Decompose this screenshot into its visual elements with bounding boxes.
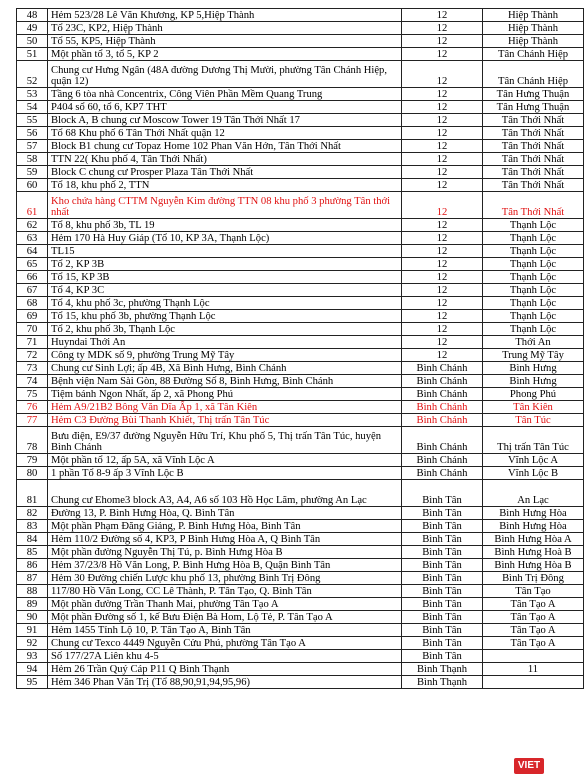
row-number: 86 [17, 559, 48, 572]
row-number: 61 [17, 192, 48, 219]
ward-cell: Thạnh Lộc [483, 310, 584, 323]
ward-cell: An Lạc [483, 480, 584, 507]
ward-cell: Tân Thới Nhất [483, 127, 584, 140]
ward-cell: Thạnh Lộc [483, 297, 584, 310]
address-cell: Tổ 55, KP5, Hiệp Thành [48, 35, 402, 48]
table-row [17, 192, 584, 219]
table-row [17, 585, 584, 598]
row-number: 72 [17, 349, 48, 362]
ward-cell: Bình Hưng Hòa B [483, 559, 584, 572]
address-cell: Huyndai Thới An [48, 336, 402, 349]
ward-cell: Bình Hưng Hòa A [483, 533, 584, 546]
table-row [17, 22, 584, 35]
address-cell: Tầng 6 tòa nhà Concentrix, Công Viên Phần Mềm Quang Trung [48, 88, 402, 101]
ward-cell: 11 [483, 663, 584, 676]
table-row [17, 401, 584, 414]
ward-cell: Tân Chánh Hiệp [483, 48, 584, 61]
table-row [17, 598, 584, 611]
ward-cell: Bình Hưng [483, 362, 584, 375]
address-cell: Đường 13, P. Bình Hưng Hòa, Q. Bình Tân [48, 507, 402, 520]
address-cell: Hẻm A9/21B2 Bông Văn Dĩa Ấp 1, xã Tân Kiên [48, 401, 402, 414]
row-number: 56 [17, 127, 48, 140]
ward-cell: Vĩnh Lộc A [483, 454, 584, 467]
district-cell: Bình Tân [402, 546, 483, 559]
district-cell: Bình Tân [402, 559, 483, 572]
ward-cell: Tân Thới Nhất [483, 153, 584, 166]
address-cell: Block A, B chung cư Moscow Tower 19 Tân Thới Nhất 17 [48, 114, 402, 127]
row-number: 81 [17, 480, 48, 507]
district-cell: 12 [402, 179, 483, 192]
table-row [17, 219, 584, 232]
row-number: 70 [17, 323, 48, 336]
ward-cell: Trung Mỹ Tây [483, 349, 584, 362]
district-cell: 12 [402, 35, 483, 48]
table-row [17, 676, 584, 689]
ward-cell: Bình Hưng Hoà B [483, 546, 584, 559]
address-cell: Tổ 4, khu phố 3c, phường Thạnh Lộc [48, 297, 402, 310]
row-number: 51 [17, 48, 48, 61]
district-cell: Bình Tân [402, 650, 483, 663]
row-number: 68 [17, 297, 48, 310]
table-row [17, 467, 584, 480]
table-row [17, 153, 584, 166]
ward-cell: Tân Kiên [483, 401, 584, 414]
address-cell: Tổ 2, khu phố 3b, Thạnh Lộc [48, 323, 402, 336]
district-cell: Bình Tân [402, 624, 483, 637]
row-number: 58 [17, 153, 48, 166]
table-row [17, 297, 584, 310]
address-cell: Hẻm 346 Phan Văn Trị (Tổ 88,90,91,94,95,96) [48, 676, 402, 689]
address-cell: Hẻm C3 Đường Bùi Thanh Khiết, Thị trấn Tân Túc [48, 414, 402, 427]
district-cell: 12 [402, 349, 483, 362]
address-cell: Một phần Đường số 1, kế Bưu Điện Bà Hom, Lộ Tẻ, P. Tân Tạo A [48, 611, 402, 624]
table-row [17, 624, 584, 637]
address-cell: 117/80 Hồ Văn Long, CC Lê Thành, P. Tân Tạo, Q. Bình Tân [48, 585, 402, 598]
ward-cell: Tân Tạo [483, 585, 584, 598]
district-cell: 12 [402, 101, 483, 114]
row-number: 66 [17, 271, 48, 284]
table-row [17, 454, 584, 467]
district-cell: Bình Tân [402, 507, 483, 520]
row-number: 80 [17, 467, 48, 480]
row-number: 49 [17, 22, 48, 35]
address-cell: Tổ 4, KP 3C [48, 284, 402, 297]
table-row [17, 9, 584, 22]
address-cell: 1 phần Tổ 8-9 ấp 3 Vĩnh Lộc B [48, 467, 402, 480]
row-number: 95 [17, 676, 48, 689]
table-row [17, 232, 584, 245]
address-cell: Tiệm bánh Ngon Nhất, ấp 2, xã Phong Phú [48, 388, 402, 401]
district-cell: 12 [402, 258, 483, 271]
row-number: 87 [17, 572, 48, 585]
district-cell: 12 [402, 219, 483, 232]
district-cell: Bình Tân [402, 520, 483, 533]
ward-cell: Vĩnh Lộc B [483, 467, 584, 480]
address-cell: Hẻm 30 Đường chiến Lược khu phố 13, phường Bình Trị Đông [48, 572, 402, 585]
row-number: 91 [17, 624, 48, 637]
watermark-logo: VIET [514, 758, 544, 774]
row-number: 79 [17, 454, 48, 467]
ward-cell: Hiệp Thành [483, 35, 584, 48]
row-number: 77 [17, 414, 48, 427]
district-cell: 12 [402, 127, 483, 140]
table-row [17, 245, 584, 258]
district-cell: 12 [402, 48, 483, 61]
ward-cell: Bình Hưng [483, 375, 584, 388]
address-cell: Bưu điện, E9/37 đường Nguyễn Hữu Trí, Khu phố 5, Thị trấn Tân Túc, huyện Bình Chánh [48, 427, 402, 454]
table-row [17, 35, 584, 48]
ward-cell: Tân Thới Nhất [483, 166, 584, 179]
district-cell: 12 [402, 323, 483, 336]
ward-cell [483, 650, 584, 663]
table-row [17, 414, 584, 427]
table-row [17, 258, 584, 271]
district-cell: Bình Thạnh [402, 676, 483, 689]
row-number: 64 [17, 245, 48, 258]
table-row [17, 375, 584, 388]
district-cell: 12 [402, 310, 483, 323]
ward-cell: Tân Tạo A [483, 611, 584, 624]
row-number: 76 [17, 401, 48, 414]
row-number: 53 [17, 88, 48, 101]
address-table [16, 8, 584, 689]
address-cell: Tổ 15, KP 3B [48, 271, 402, 284]
row-number: 90 [17, 611, 48, 624]
district-cell: 12 [402, 88, 483, 101]
address-cell: Số 177/27A Liên khu 4-5 [48, 650, 402, 663]
table-row [17, 284, 584, 297]
row-number: 52 [17, 61, 48, 88]
table-row [17, 48, 584, 61]
row-number: 69 [17, 310, 48, 323]
address-cell: Chung cư Sinh Lợi; ấp 4B, Xã Bình Hưng, Bình Chánh [48, 362, 402, 375]
table-row [17, 388, 584, 401]
district-cell: Bình Chánh [402, 375, 483, 388]
ward-cell: Bình Trị Đông [483, 572, 584, 585]
address-cell: Tổ 18, khu phố 2, TTN [48, 179, 402, 192]
address-cell: Hẻm 37/23/8 Hồ Văn Long, P. Bình Hưng Hòa B, Quận Bình Tân [48, 559, 402, 572]
row-number: 78 [17, 427, 48, 454]
address-cell: Hẻm 110/2 Đường số 4, KP3, P Bình Hưng Hòa A, Q Bình Tân [48, 533, 402, 546]
row-number: 88 [17, 585, 48, 598]
row-number: 62 [17, 219, 48, 232]
address-cell: Một phần Phạm Đăng Giảng, P. Bình Hưng Hòa, Bình Tân [48, 520, 402, 533]
table-row [17, 179, 584, 192]
table-row [17, 546, 584, 559]
district-cell: Bình Tân [402, 480, 483, 507]
row-number: 85 [17, 546, 48, 559]
table-row [17, 572, 584, 585]
district-cell: 12 [402, 336, 483, 349]
table-row [17, 310, 584, 323]
table-row [17, 61, 584, 88]
row-number: 82 [17, 507, 48, 520]
row-number: 48 [17, 9, 48, 22]
district-cell: Bình Chánh [402, 414, 483, 427]
table-row [17, 637, 584, 650]
table-row [17, 323, 584, 336]
table-row [17, 336, 584, 349]
district-cell: Bình Tân [402, 598, 483, 611]
table-row [17, 271, 584, 284]
row-number: 54 [17, 101, 48, 114]
table-row [17, 611, 584, 624]
ward-cell: Tân Tạo A [483, 637, 584, 650]
address-cell: Tổ 15, khu phố 3b, phường Thạnh Lộc [48, 310, 402, 323]
ward-cell: Tân Thới Nhất [483, 140, 584, 153]
ward-cell: Tân Chánh Hiệp [483, 61, 584, 88]
ward-cell: Hiệp Thành [483, 9, 584, 22]
ward-cell: Thạnh Lộc [483, 323, 584, 336]
ward-cell: Tân Thới Nhất [483, 192, 584, 219]
address-cell: Tổ 8, khu phố 3b, TL 19 [48, 219, 402, 232]
row-number: 84 [17, 533, 48, 546]
district-cell: 12 [402, 166, 483, 179]
row-number: 50 [17, 35, 48, 48]
district-cell: 12 [402, 140, 483, 153]
ward-cell: Bình Hưng Hòa [483, 507, 584, 520]
table-row [17, 480, 584, 507]
ward-cell: Thạnh Lộc [483, 284, 584, 297]
row-number: 59 [17, 166, 48, 179]
address-cell: Bệnh viện Nam Sài Gòn, 88 Đường Số 8, Bình Hưng, Bình Chánh [48, 375, 402, 388]
address-cell: Hẻm 523/28 Lê Văn Khương, KP 5,Hiệp Thành [48, 9, 402, 22]
address-cell: Block B1 chung cư Topaz Home 102 Phan Văn Hớn, Tân Thới Nhất [48, 140, 402, 153]
row-number: 71 [17, 336, 48, 349]
district-cell: 12 [402, 297, 483, 310]
ward-cell: Thạnh Lộc [483, 245, 584, 258]
address-cell: TTN 22( Khu phố 4, Tân Thới Nhất) [48, 153, 402, 166]
address-cell: Hẻm 26 Trần Quý Cáp P11 Q Bình Thạnh [48, 663, 402, 676]
district-cell: 12 [402, 271, 483, 284]
table-row [17, 127, 584, 140]
ward-cell: Tân Thới Nhất [483, 179, 584, 192]
table-row [17, 349, 584, 362]
table-row [17, 533, 584, 546]
table-row [17, 650, 584, 663]
address-cell: Hẻm 1455 Tỉnh Lộ 10, P. Tân Tạo A, Bình Tân [48, 624, 402, 637]
table-row [17, 362, 584, 375]
address-cell: P404 sổ 60, tổ 6, KP7 THT [48, 101, 402, 114]
table-row [17, 663, 584, 676]
address-cell: Công ty MDK số 9, phường Trung Mỹ Tây [48, 349, 402, 362]
district-cell: 12 [402, 9, 483, 22]
district-cell: Bình Chánh [402, 427, 483, 454]
row-number: 93 [17, 650, 48, 663]
address-cell: Một phần đường Trần Thanh Mai, phường Tân Tạo A [48, 598, 402, 611]
row-number: 83 [17, 520, 48, 533]
table-row [17, 559, 584, 572]
district-cell: Bình Chánh [402, 467, 483, 480]
ward-cell: Thạnh Lộc [483, 232, 584, 245]
address-cell: Chung cư Texco 4449 Nguyễn Cửu Phú, phường Tân Tạo A [48, 637, 402, 650]
ward-cell: Tân Túc [483, 414, 584, 427]
row-number: 65 [17, 258, 48, 271]
row-number: 63 [17, 232, 48, 245]
address-cell: Tổ 23C, KP2, Hiệp Thành [48, 22, 402, 35]
district-cell: 12 [402, 245, 483, 258]
district-cell: Bình Tân [402, 611, 483, 624]
address-cell: Tổ 2, KP 3B [48, 258, 402, 271]
table-row [17, 507, 584, 520]
row-number: 60 [17, 179, 48, 192]
address-cell: Kho chứa hàng CTTM Nguyễn Kim đường TTN 08 khu phố 3 phường Tân thới nhất [48, 192, 402, 219]
district-cell: Bình Chánh [402, 362, 483, 375]
row-number: 92 [17, 637, 48, 650]
district-cell: Bình Tân [402, 637, 483, 650]
address-cell: Chung cư Hưng Ngân (48A đường Dương Thị Mười, phường Tân Chánh Hiệp, quận 12) [48, 61, 402, 88]
address-cell: Một phần đường Nguyễn Thị Tú, p. Bình Hưng Hòa B [48, 546, 402, 559]
ward-cell: Tân Thới Nhất [483, 114, 584, 127]
ward-cell: Thị trấn Tân Túc [483, 427, 584, 454]
address-cell: Block C chung cư Prosper Plaza Tân Thới Nhất [48, 166, 402, 179]
district-cell: 12 [402, 22, 483, 35]
district-cell: Bình Tân [402, 572, 483, 585]
ward-cell [483, 676, 584, 689]
district-cell: Bình Chánh [402, 454, 483, 467]
district-cell: 12 [402, 114, 483, 127]
row-number: 73 [17, 362, 48, 375]
district-cell: Bình Tân [402, 585, 483, 598]
ward-cell: Tân Tạo A [483, 598, 584, 611]
ward-cell: Tân Tạo A [483, 624, 584, 637]
ward-cell: Bình Hưng Hòa [483, 520, 584, 533]
district-cell: Bình Chánh [402, 401, 483, 414]
ward-cell: Phong Phú [483, 388, 584, 401]
district-cell: 12 [402, 232, 483, 245]
row-number: 55 [17, 114, 48, 127]
ward-cell: Thạnh Lộc [483, 271, 584, 284]
district-cell: 12 [402, 284, 483, 297]
row-number: 57 [17, 140, 48, 153]
row-number: 74 [17, 375, 48, 388]
district-cell: Bình Tân [402, 533, 483, 546]
address-cell: Hẻm 170 Hà Huy Giáp (Tổ 10, KP 3A, Thạnh Lộc) [48, 232, 402, 245]
table-row [17, 101, 584, 114]
table-row [17, 427, 584, 454]
ward-cell: Tân Hưng Thuận [483, 88, 584, 101]
district-cell: 12 [402, 61, 483, 88]
row-number: 94 [17, 663, 48, 676]
district-cell: 12 [402, 192, 483, 219]
address-cell: Tổ 68 Khu phố 6 Tân Thới Nhất quận 12 [48, 127, 402, 140]
address-cell: Chung cư Ehome3 block A3, A4, A6 số 103 Hồ Học Lãm, phường An Lạc [48, 480, 402, 507]
district-cell: Bình Thạnh [402, 663, 483, 676]
row-number: 67 [17, 284, 48, 297]
ward-cell: Hiệp Thành [483, 22, 584, 35]
row-number: 89 [17, 598, 48, 611]
address-cell: Một phần tổ 12, ấp 5A, xã Vĩnh Lộc A [48, 454, 402, 467]
district-cell: 12 [402, 153, 483, 166]
ward-cell: Thạnh Lộc [483, 219, 584, 232]
ward-cell: Thạnh Lộc [483, 258, 584, 271]
ward-cell: Thới An [483, 336, 584, 349]
table-row [17, 166, 584, 179]
table-row [17, 114, 584, 127]
address-cell: Một phần tổ 3, tổ 5, KP 2 [48, 48, 402, 61]
row-number: 75 [17, 388, 48, 401]
district-cell: Bình Chánh [402, 388, 483, 401]
table-row [17, 140, 584, 153]
ward-cell: Tân Hưng Thuận [483, 101, 584, 114]
address-cell: TL15 [48, 245, 402, 258]
table-row [17, 88, 584, 101]
table-row [17, 520, 584, 533]
table-body [17, 9, 584, 689]
